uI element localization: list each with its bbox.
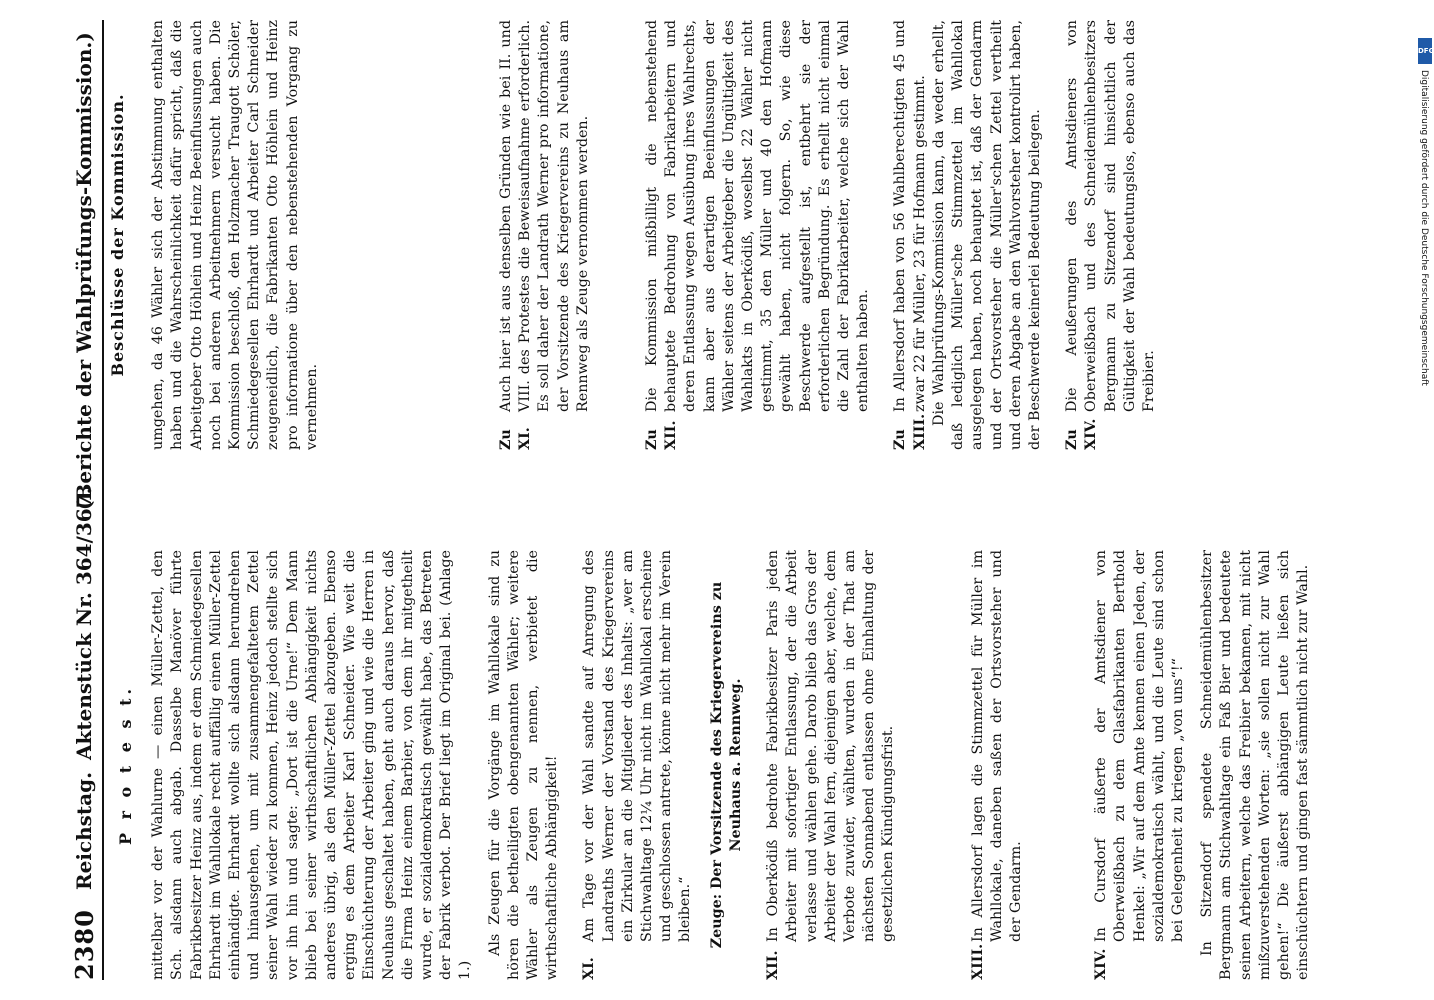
protest-item-number: XIV. bbox=[1093, 948, 1110, 980]
page-header bbox=[62, 20, 104, 980]
commission-item-xiv bbox=[1063, 20, 1159, 450]
page-number: 2380 bbox=[70, 909, 99, 980]
commission-item-number: Zu XI. bbox=[498, 427, 534, 450]
protest-item-number: XIII. bbox=[969, 943, 986, 980]
protest-item-text: In Allersdorf lagen die Stimmzettel für Müller im Wahllokale, daneben saßen der Ortsvorsteher und der Gendarm. bbox=[969, 550, 1024, 942]
protest-item-text: Am Tage vor der Wahl sandte auf Anregung des Landraths Werner der Vorstand des Kriegervereins ein Zirkular an die Mitglieder des Inhalts: „wer am Stichwahltage 12¼ Uhr nicht im Wahllokal erscheine und geschlossen antrete, könne nicht mehr im Verein bleiben.“ bbox=[581, 550, 694, 942]
protest-item-number: XI. bbox=[581, 957, 598, 980]
protest-title: P r o t e s t. bbox=[116, 684, 135, 846]
digitization-sidebar bbox=[1418, 30, 1432, 990]
header-section: (Berichte der Wahlprüfungs-Kommission.) bbox=[72, 32, 96, 510]
protest-item-text: In Oberködiß bedrohte Fabrikbesitzer Paris jeden Arbeiter mit sofortiger Entlassung, der die Arbeit verlasse und wählen gehe. Darob blieb das Gros der Arbeiter der Wahl fern, diejenigen aber, welche, dem Verbote zuwider, wählten, wurden in der That am nächsten Sonnabend entlassen ohne Einhaltung der gesetzlichen Kündigungsfrist. bbox=[765, 550, 897, 942]
commission-intro: umgehen, da 46 Wähler sich der Abstimmung enthalten haben und die Wahrscheinlichkeit dafür spricht, daß die Arbeitgeber Otto Höhlein und Heinz Beeinflussungen auch noch bei anderen Arbeitnehmern versucht haben. Die Kommission beschloß, den Holzmacher Traugott Schöler, Schmiedegesellen Ehrhardt und Arbeiter Carl Schneider zeugeneidlich, die Fabrikanten Otto Höhlein und Heinz pro informatione über den nebenstehenden Vorgang zu vernehmen. bbox=[150, 20, 320, 450]
protest-item-xiv-continued: In Sitzendorf spendete Schneidemühlenbesitzer Bergmann am Stichwahltage ein Faß Bier und bedeutete seinen Arbeitern, welche das Freibier bekamen, mit nicht mißzuverstehenden Worten: „sie sollen nicht zur Wahl gehen!“ Die äußerst abhängigen Leute ließen sich einschüchtern und gingen fast sämmtlich nicht zur Wahl. bbox=[1199, 550, 1312, 980]
commission-item-number: Zu XII. bbox=[644, 420, 680, 450]
header-organization: Reichstag. bbox=[72, 771, 96, 890]
commission-title: Beschlüsse der Kommission. bbox=[108, 93, 127, 377]
digitization-note-text: Digitalisierung gefördert durch die Deutsche Forschungsgemeinschaft bbox=[1419, 70, 1429, 386]
commission-item-number: Zu XIV. bbox=[1064, 418, 1100, 450]
protest-item-xiv bbox=[1092, 550, 1188, 980]
commission-item-xii bbox=[643, 20, 873, 450]
digitization-note bbox=[1418, 70, 1432, 590]
commission-column bbox=[108, 20, 1159, 450]
protest-item-xii bbox=[764, 550, 898, 980]
commission-item-xi bbox=[497, 20, 593, 450]
protest-item-xi-witness: Zeuge: Der Vorsitzende des Kriegervereins zu Neuhaus a. Rennweg. bbox=[708, 581, 744, 949]
commission-item-text: Die Aeußerungen des Amtsdieners von Oberweißbach und des Schneidemühlenbesitzers Bergmann zu Sitzendorf sind hinsichtlich der Gültigkeit der Wahl bedeutungslos, ebenso auch das Freibier. bbox=[1064, 20, 1157, 412]
protest-item-text: In Cursdorf äußerte der Amtsdiener von Oberweißbach zu dem Glasfabrikanten Berthold Henkel: „Wir auf dem Amte kennen einen Jeden, der sozialdemokratisch wählt, und die Leute sind schon bei Gelegenheit zu kriegen „von uns“!“ bbox=[1093, 550, 1186, 942]
rotated-page-content bbox=[40, 20, 1420, 980]
header-document-ref: Aktenstück Nr. 364/367. bbox=[72, 487, 96, 760]
commission-item-text: Auch hier ist aus denselben Gründen wie bei II. und VIII. des Protestes die Beweisaufnahme erforderlich. Es soll daher der Landrath Werner pro informatione, der Vorsitzende des Kriegervereins zu Neuhaus am Rennweg als Zeuge vernommen werden. bbox=[498, 20, 591, 412]
commission-item-number: Zu XIII. bbox=[892, 413, 928, 450]
commission-item-xiii-continued: Die Wahlprüfungs-Kommission kann, da weder erhellt, daß lediglich Müller'sche Stimmzettel im Wahllokal ausgelegen haben, noch behauptet ist, daß der Gendarm und der Ortsvorsteher die Müller'schen Zettel vertheilt und deren Abgabe an den Wahlvorsteher kontrolirt haben, der Beschwerde keinerlei Bedeutung beilegen. bbox=[930, 20, 1043, 450]
protest-item-xiii bbox=[969, 550, 1027, 980]
protest-intro: mittelbar vor der Wahlurne — einen Müller-Zettel, den Sch. alsdann auch abgab. Dasselbe Manöver führte Fabrikbesitzer Heinz aus, indem er dem Schmiedegesellen Ehrhardt im Wahllokale recht auffällig einen Müller-Zettel einhändigte. Ehrhardt wollte sich alsdann herumdrehen und hinausgehen, um mit zusammengefaltetem Zettel seiner Wahl wieder zu kommen, Heinz jedoch stellte sich vor ihn hin und sagte: „Dort ist die Urne!“ Dem Mann blieb bei seiner wirthschaftlichen Abhängigkeit nichts anderes übrig, als den Müller-Zettel abzugeben. Ebenso erging es dem Arbeiter Karl Schneider. Wie weit die Einschüchterung der Arbeiter ging und wie die Herren in Neuhaus geschaltet haben, geht auch daraus hervor, daß die Firma Heinz einem Barbier, von dem ihr mitgetheilt wurde, er sozialdemokratisch gewählt habe, das Betreten der Fabrik verbot. Der Brief liegt im Original bei. (Anlage 1.) bbox=[150, 550, 474, 980]
protest-item-number: XII. bbox=[765, 950, 782, 980]
scanned-page bbox=[40, 20, 1420, 980]
dfg-logo: DFG bbox=[1418, 38, 1432, 64]
protest-item-xi bbox=[580, 550, 695, 980]
commission-item-text: In Allersdorf haben von 56 Wahlberechtigten 45 und zwar 22 für Müller, 23 für Hofmann gestimmt. bbox=[892, 20, 928, 412]
commission-item-text: Die Kommission mißbilligt die nebenstehend behauptete Bedrohung von Fabrikarbeitern und deren Entlassung wegen Ausübung ihres Wahlrechts, kann aber aus derartigen Beeinflussungen der Wähler seitens der Arbeitgeber die Ungültigkeit des Wahlakts in Oberködiß, woselbst 22 Wähler nicht gestimmt, 35 den Müller und 40 den Hofmann gewählt haben, nicht folgern. So, wie diese Beschwerde aufgestellt ist, entbehrt sie der erforderlichen Begründung. Es erhellt nicht einmal die Zahl der Fabrikarbeiter, welche sich der Wahl enthalten haben. bbox=[644, 20, 872, 412]
protest-column bbox=[112, 550, 1313, 980]
protest-witness-paragraph: Als Zeugen für die Vorgänge im Wahllokale sind zu hören die betheiligten obengenannten Wähler; weitere Wähler als Zeugen zu nennen, verbietet die wirthschaftliche Abhängigkeit! bbox=[486, 550, 561, 980]
commission-item-xiii bbox=[891, 20, 929, 450]
